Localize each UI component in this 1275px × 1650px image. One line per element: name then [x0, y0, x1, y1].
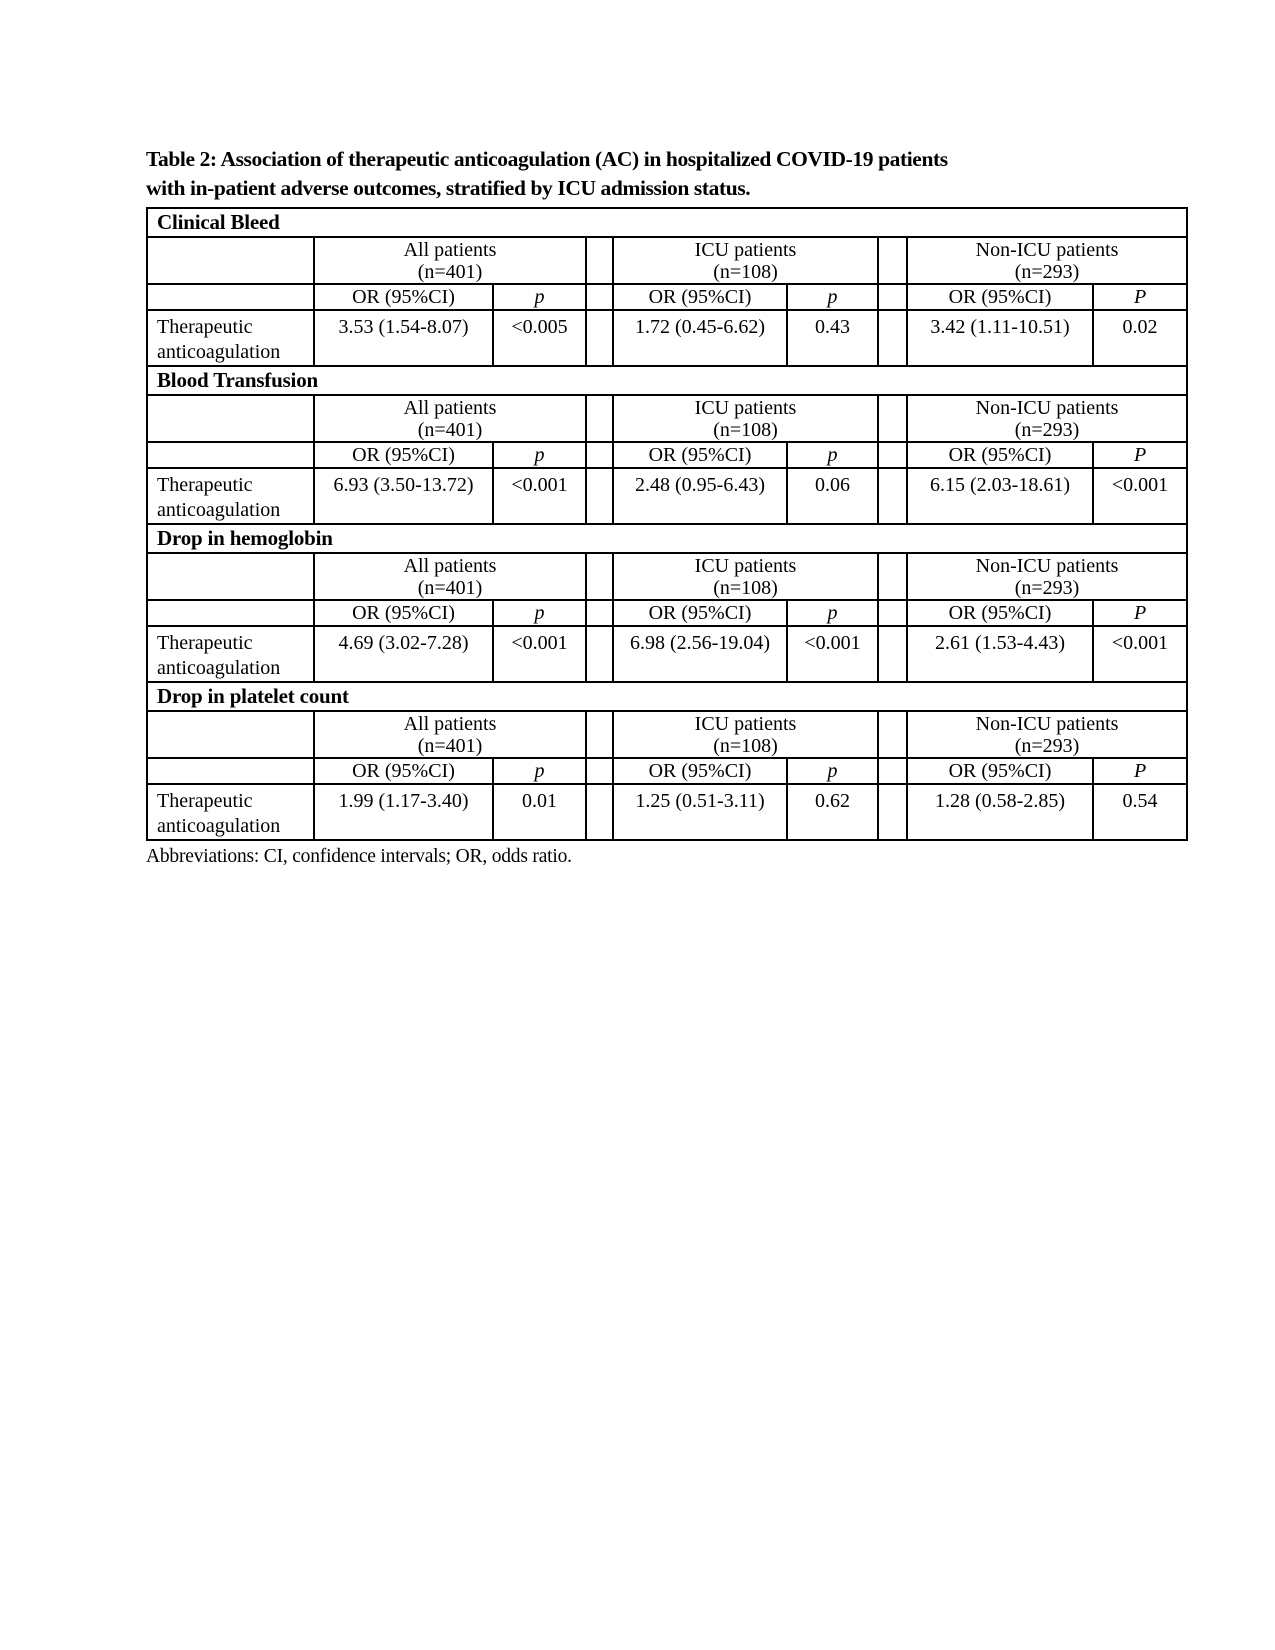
or-value-non-icu: 1.28 (0.58-2.85) — [907, 784, 1093, 840]
p-header: p — [493, 284, 586, 310]
or-header: OR (95%CI) — [314, 442, 493, 468]
data-row-drop-in-platelet-count — [147, 784, 1187, 840]
p-value-all: <0.005 — [493, 310, 586, 366]
data-row-drop-in-hemoglobin — [147, 626, 1187, 682]
group-header-icu-patients — [613, 237, 878, 284]
or-header: OR (95%CI) — [613, 284, 787, 310]
empty-cell — [147, 284, 314, 310]
spacer-cell — [878, 711, 907, 758]
p-header: P — [1093, 758, 1187, 784]
p-value-non-icu: 0.54 — [1093, 784, 1187, 840]
p-value-non-icu: <0.001 — [1093, 626, 1187, 682]
group-n: (n=293) — [1014, 260, 1080, 283]
abbreviations-note: Abbreviations: CI, confidence intervals; OR, odds ratio. — [146, 846, 572, 867]
or-header: OR (95%CI) — [613, 600, 787, 626]
column-header-row — [147, 600, 1187, 626]
group-n: (n=293) — [1014, 418, 1080, 441]
group-n: (n=108) — [713, 260, 778, 283]
or-value-all: 6.93 (3.50-13.72) — [314, 468, 493, 524]
p-value-non-icu: <0.001 — [1093, 468, 1187, 524]
spacer-cell — [586, 442, 613, 468]
or-value-non-icu: 2.61 (1.53-4.43) — [907, 626, 1093, 682]
group-header-row — [147, 553, 1187, 600]
row-label: Therapeutic anticoagulation — [147, 468, 314, 524]
p-value-all: <0.001 — [493, 468, 586, 524]
p-value-icu: <0.001 — [787, 626, 878, 682]
table-caption-line-2: with in-patient adverse outcomes, stratified by ICU admission status. — [146, 176, 751, 200]
or-value-all: 1.99 (1.17-3.40) — [314, 784, 493, 840]
spacer-cell — [878, 600, 907, 626]
spacer-cell — [878, 442, 907, 468]
p-value-icu: 0.06 — [787, 468, 878, 524]
group-name: All patients — [403, 554, 497, 577]
spacer-cell — [586, 284, 613, 310]
section-row-blood-transfusion — [147, 366, 1187, 395]
group-name: ICU patients — [694, 554, 797, 577]
row-label: Therapeutic anticoagulation — [147, 784, 314, 840]
group-header-all-patients — [314, 553, 586, 600]
data-row-clinical-bleed — [147, 310, 1187, 366]
or-header: OR (95%CI) — [613, 442, 787, 468]
or-header: OR (95%CI) — [907, 442, 1093, 468]
spacer-cell — [878, 626, 907, 682]
spacer-cell — [878, 553, 907, 600]
group-n: (n=108) — [713, 576, 778, 599]
table-caption — [146, 145, 1192, 203]
spacer-cell — [878, 237, 907, 284]
table-caption-line-1: Table 2: Association of therapeutic anticoagulation (AC) in hospitalized COVID-19 patients — [146, 147, 948, 171]
p-value-icu: 0.43 — [787, 310, 878, 366]
group-header-all-patients — [314, 237, 586, 284]
column-header-row — [147, 442, 1187, 468]
or-value-icu: 1.25 (0.51-3.11) — [613, 784, 787, 840]
group-n: (n=401) — [417, 418, 483, 441]
group-name: Non-ICU patients — [975, 238, 1119, 261]
spacer-cell — [586, 784, 613, 840]
group-name: Non-ICU patients — [975, 396, 1119, 419]
group-n: (n=293) — [1014, 576, 1080, 599]
group-header-all-patients — [314, 395, 586, 442]
spacer-cell — [878, 758, 907, 784]
spacer-cell — [586, 468, 613, 524]
page-content — [146, 145, 1192, 868]
section-title: Drop in platelet count — [147, 682, 1187, 711]
group-n: (n=293) — [1014, 734, 1080, 757]
or-value-all: 4.69 (3.02-7.28) — [314, 626, 493, 682]
group-header-icu-patients — [613, 553, 878, 600]
or-header: OR (95%CI) — [314, 758, 493, 784]
p-header: P — [1093, 600, 1187, 626]
spacer-cell — [878, 395, 907, 442]
group-header-icu-patients — [613, 395, 878, 442]
section-row-drop-in-platelet-count — [147, 682, 1187, 711]
row-label: Therapeutic anticoagulation — [147, 310, 314, 366]
or-header: OR (95%CI) — [613, 758, 787, 784]
empty-cell — [147, 553, 314, 600]
p-value-all: 0.01 — [493, 784, 586, 840]
empty-cell — [147, 237, 314, 284]
or-header: OR (95%CI) — [907, 600, 1093, 626]
or-value-icu: 6.98 (2.56-19.04) — [613, 626, 787, 682]
spacer-cell — [586, 758, 613, 784]
group-name: ICU patients — [694, 712, 797, 735]
p-header: p — [787, 284, 878, 310]
or-value-non-icu: 3.42 (1.11-10.51) — [907, 310, 1093, 366]
group-header-all-patients — [314, 711, 586, 758]
p-header: p — [493, 758, 586, 784]
spacer-cell — [586, 395, 613, 442]
empty-cell — [147, 442, 314, 468]
p-header: p — [787, 758, 878, 784]
or-value-icu: 1.72 (0.45-6.62) — [613, 310, 787, 366]
group-header-non-icu-patients — [907, 237, 1187, 284]
p-value-icu: 0.62 — [787, 784, 878, 840]
empty-cell — [147, 600, 314, 626]
empty-cell — [147, 711, 314, 758]
group-header-row — [147, 711, 1187, 758]
section-row-drop-in-hemoglobin — [147, 524, 1187, 553]
group-n: (n=401) — [417, 260, 483, 283]
group-header-non-icu-patients — [907, 395, 1187, 442]
p-header: p — [787, 442, 878, 468]
group-name: All patients — [403, 396, 497, 419]
spacer-cell — [878, 468, 907, 524]
group-header-non-icu-patients — [907, 553, 1187, 600]
p-value-non-icu: 0.02 — [1093, 310, 1187, 366]
p-header: p — [493, 442, 586, 468]
empty-cell — [147, 758, 314, 784]
column-header-row — [147, 284, 1187, 310]
or-header: OR (95%CI) — [314, 284, 493, 310]
section-title: Clinical Bleed — [147, 208, 1187, 237]
spacer-cell — [878, 284, 907, 310]
or-header: OR (95%CI) — [314, 600, 493, 626]
group-name: All patients — [403, 712, 497, 735]
group-header-row — [147, 237, 1187, 284]
group-name: ICU patients — [694, 396, 797, 419]
p-header: p — [493, 600, 586, 626]
p-value-all: <0.001 — [493, 626, 586, 682]
or-header: OR (95%CI) — [907, 284, 1093, 310]
p-header: P — [1093, 442, 1187, 468]
section-title: Blood Transfusion — [147, 366, 1187, 395]
empty-cell — [147, 395, 314, 442]
group-n: (n=401) — [417, 734, 483, 757]
group-header-icu-patients — [613, 711, 878, 758]
row-label: Therapeutic anticoagulation — [147, 626, 314, 682]
spacer-cell — [586, 711, 613, 758]
spacer-cell — [586, 626, 613, 682]
group-name: All patients — [403, 238, 497, 261]
or-value-icu: 2.48 (0.95-6.43) — [613, 468, 787, 524]
data-row-blood-transfusion — [147, 468, 1187, 524]
group-n: (n=401) — [417, 576, 483, 599]
or-value-non-icu: 6.15 (2.03-18.61) — [907, 468, 1093, 524]
p-header: P — [1093, 284, 1187, 310]
group-name: Non-ICU patients — [975, 554, 1119, 577]
section-title: Drop in hemoglobin — [147, 524, 1187, 553]
column-header-row — [147, 758, 1187, 784]
group-name: ICU patients — [694, 238, 797, 261]
section-row-clinical-bleed — [147, 208, 1187, 237]
results-table — [146, 207, 1188, 841]
p-header: p — [787, 600, 878, 626]
spacer-cell — [586, 237, 613, 284]
spacer-cell — [586, 600, 613, 626]
group-n: (n=108) — [713, 734, 778, 757]
spacer-cell — [878, 310, 907, 366]
spacer-cell — [586, 310, 613, 366]
or-value-all: 3.53 (1.54-8.07) — [314, 310, 493, 366]
spacer-cell — [586, 553, 613, 600]
group-header-non-icu-patients — [907, 711, 1187, 758]
group-header-row — [147, 395, 1187, 442]
spacer-cell — [878, 784, 907, 840]
group-name: Non-ICU patients — [975, 712, 1119, 735]
group-n: (n=108) — [713, 418, 778, 441]
or-header: OR (95%CI) — [907, 758, 1093, 784]
